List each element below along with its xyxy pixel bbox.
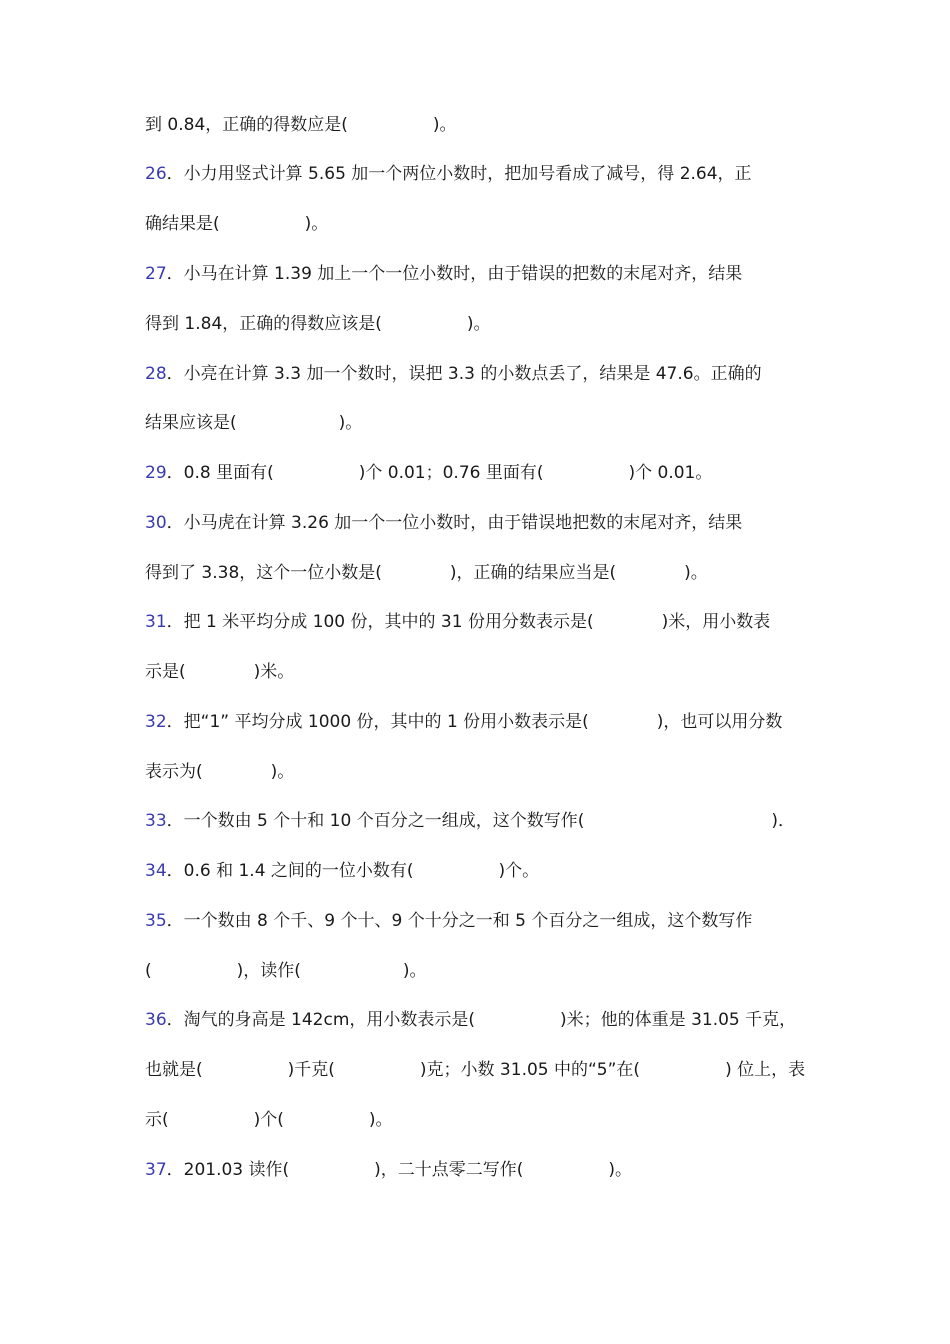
question-text: 结果应该是( )。 — [145, 413, 363, 433]
line-16 — [145, 909, 815, 933]
line-0 — [145, 113, 815, 137]
question-number: 35 — [145, 911, 167, 931]
question-text: ．小亮在计算 3.3 加一个数时，误把 3.3 的小数点丢了，结果是 47.6。正确的 — [166, 364, 762, 384]
line-12 — [145, 710, 815, 734]
question-text: ．把“1” 平均分成 1000 份，其中的 1 份用小数表示是( )，也可以用分数 — [166, 712, 783, 732]
line-4 — [145, 312, 815, 336]
question-text: ．一个数由 5 个十和 10 个百分之一组成，这个数写作( )． — [166, 811, 795, 831]
line-18 — [145, 1008, 815, 1032]
question-text: ．小马虎在计算 3.26 加一个一位小数时，由于错误地把数的末尾对齐，结果 — [166, 513, 743, 533]
question-number: 31 — [145, 612, 167, 632]
question-text: 表示为( )。 — [145, 762, 295, 782]
line-20 — [145, 1108, 815, 1132]
question-number: 30 — [145, 513, 167, 533]
line-21 — [145, 1158, 815, 1182]
question-text: ．小力用竖式计算 5.65 加一个两位小数时，把加号看成了减号，得 2.64，正 — [166, 164, 752, 184]
question-text: 得到 1.84，正确的得数应该是( )。 — [145, 314, 491, 334]
line-13 — [145, 760, 815, 784]
question-number: 29 — [145, 463, 167, 483]
question-number: 34 — [145, 861, 167, 881]
line-15 — [145, 859, 815, 883]
question-number: 27 — [145, 264, 167, 284]
question-number: 28 — [145, 364, 167, 384]
question-number: 33 — [145, 811, 167, 831]
question-text: 得到了 3.38，这个一位小数是( )，正确的结果应当是( )。 — [145, 563, 708, 583]
question-text: 示( )个( )。 — [145, 1110, 393, 1130]
question-number: 37 — [145, 1160, 167, 1180]
question-text: 到 0.84，正确的得数应是( )。 — [145, 115, 457, 135]
line-2 — [145, 212, 815, 236]
question-text: ．0.6 和 1.4 之间的一位小数有( )个。 — [166, 861, 540, 881]
question-text: ( )，读作( )。 — [145, 961, 427, 981]
question-number: 32 — [145, 712, 167, 732]
question-text: 也就是( )千克( )克；小数 31.05 中的“5”在( ) 位上，表 — [145, 1060, 806, 1080]
question-text: 示是( )米。 — [145, 662, 295, 682]
line-6 — [145, 411, 815, 435]
line-9 — [145, 561, 815, 585]
question-text: ．201.03 读作( )，二十点零二写作( )。 — [166, 1160, 633, 1180]
line-8 — [145, 511, 815, 535]
question-text: ．淘气的身高是 142cm，用小数表示是( )米；他的体重是 31.05 千克， — [166, 1010, 797, 1030]
line-3 — [145, 262, 815, 286]
line-14 — [145, 809, 815, 833]
line-17 — [145, 959, 815, 983]
line-1 — [145, 162, 815, 186]
question-number: 26 — [145, 164, 167, 184]
question-text: ．一个数由 8 个千、9 个十、9 个十分之一和 5 个百分之一组成，这个数写作 — [166, 911, 753, 931]
question-text: ．0.8 里面有( )个 0.01；0.76 里面有( )个 0.01。 — [166, 463, 713, 483]
line-7 — [145, 461, 815, 485]
line-5 — [145, 362, 815, 386]
question-text: ．把 1 米平均分成 100 份，其中的 31 份用分数表示是( )米，用小数表 — [166, 612, 771, 632]
question-text: 确结果是( )。 — [145, 214, 329, 234]
line-19 — [145, 1058, 815, 1082]
line-10 — [145, 610, 815, 634]
question-number: 36 — [145, 1010, 167, 1030]
line-11 — [145, 660, 815, 684]
question-text: ．小马在计算 1.39 加上一个一位小数时，由于错误的把数的末尾对齐，结果 — [166, 264, 743, 284]
